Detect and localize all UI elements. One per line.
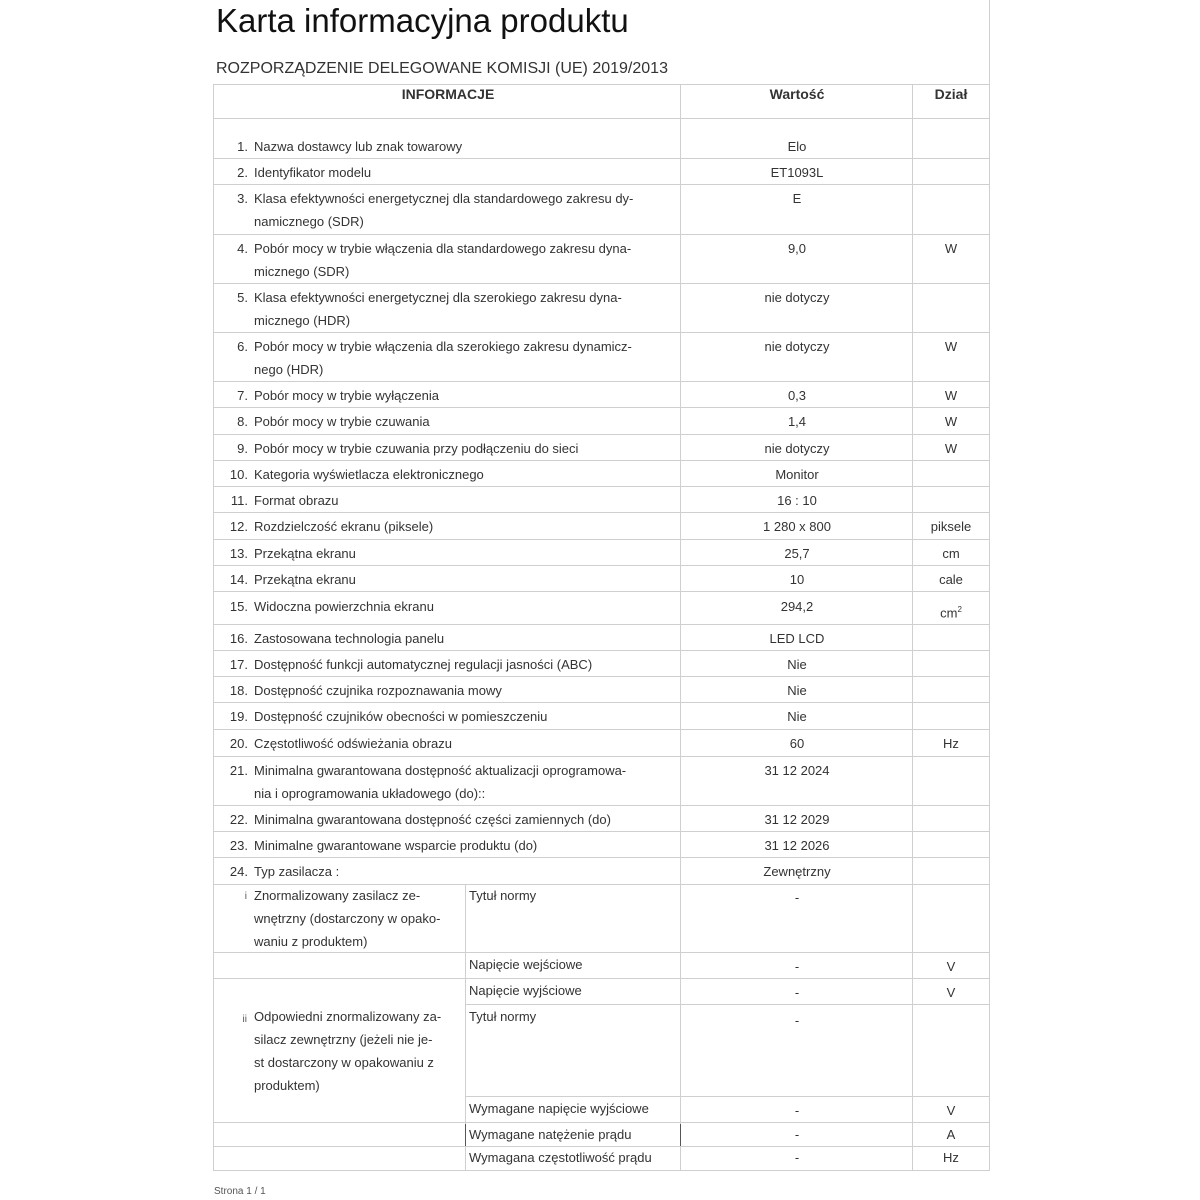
psu-label: Znormalizowany zasilacz ze-	[254, 888, 421, 903]
row-value: 1,4	[787, 414, 807, 429]
column-header-unit: Dział	[934, 86, 968, 102]
row-divider	[213, 729, 990, 730]
row-number: 14.	[229, 572, 248, 587]
row-divider	[213, 283, 990, 284]
psu-label: produktem)	[254, 1078, 320, 1093]
row-label: Pobór mocy w trybie czuwania	[254, 414, 430, 429]
psu-subrow-label: Wymagane natężenie prądu	[469, 1127, 632, 1142]
row-number: 8.	[237, 414, 248, 429]
row-number: 11.	[230, 493, 248, 508]
row-number: 13.	[229, 546, 248, 561]
row-number: 12.	[229, 519, 248, 534]
row-label: Nazwa dostawcy lub znak towarowy	[254, 139, 463, 154]
row-number: 7.	[237, 388, 248, 403]
row-number: 9.	[237, 441, 248, 456]
row-value: 16 : 10	[777, 493, 817, 508]
row-value: ET1093L	[770, 165, 824, 180]
row-label: Format obrazu	[254, 493, 339, 508]
psu-subrow-value: -	[794, 1103, 800, 1118]
row-number: 24.	[229, 864, 248, 879]
row-value: nie dotyczy	[764, 441, 830, 456]
row-number: 18.	[229, 683, 248, 698]
row-unit: Hz	[943, 736, 959, 751]
row-divider	[213, 702, 990, 703]
psu-subrow-value: -	[794, 1127, 800, 1142]
row-number: 21.	[229, 763, 248, 778]
row-divider	[213, 650, 990, 651]
row-label: Widoczna powierzchnia ekranu	[254, 599, 434, 614]
row-label: Klasa efektywności energetycznej dla szerokiego zakresu dyna-	[254, 290, 622, 305]
row-unit: piksele	[930, 519, 972, 534]
row-value: Nie	[787, 683, 807, 698]
row-label: Przekątna ekranu	[254, 546, 356, 561]
unit-text: cm	[940, 605, 958, 621]
row-value: Nie	[787, 709, 807, 724]
row-value: E	[792, 191, 802, 206]
row-number: 15.	[229, 599, 248, 614]
row-number: 23.	[229, 838, 248, 853]
row-value: 0,3	[787, 388, 807, 403]
row-label-cont: micznego (HDR)	[254, 313, 351, 328]
row-value: 31 12 2026	[764, 838, 830, 853]
row-divider	[213, 884, 990, 885]
row-divider	[213, 565, 990, 566]
psu-label: Odpowiedni znormalizowany za-	[254, 1009, 442, 1024]
row-divider	[213, 857, 990, 858]
psu-number: i	[244, 891, 247, 902]
row-label: Dostępność czujnika rozpoznawania mowy	[254, 683, 502, 698]
row-value: 31 12 2029	[764, 812, 830, 827]
row-unit: cale	[939, 572, 963, 587]
row-label-cont: namicznego (SDR)	[254, 214, 364, 229]
row-value: Nie	[787, 657, 807, 672]
row-divider	[213, 84, 990, 85]
row-label: Kategoria wyświetlacza elektronicznego	[254, 467, 484, 482]
row-label: Zastosowana technologia panelu	[254, 631, 445, 646]
row-number: 19.	[229, 709, 248, 724]
psu-subrow-unit: Hz	[943, 1150, 959, 1165]
psu-label: silacz zewnętrzny (jeżeli nie je-	[254, 1032, 433, 1047]
row-divider	[213, 756, 990, 757]
row-label: Minimalne gwarantowane wsparcie produktu (do)	[254, 838, 538, 853]
row-divider	[213, 624, 990, 625]
row-number: 4.	[237, 241, 248, 256]
row-unit: W	[944, 339, 958, 354]
row-value: 1 280 x 800	[763, 519, 831, 534]
row-number: 6.	[237, 339, 248, 354]
psu-subrow-unit: A	[946, 1127, 956, 1142]
row-number: 20.	[229, 736, 248, 751]
psu-subrow-value: -	[794, 985, 800, 1000]
row-number: 1.	[237, 139, 248, 154]
psu-subrow-value: -	[794, 959, 800, 974]
row-label: Częstotliwość odświeżania obrazu	[254, 736, 452, 751]
row-divider	[213, 952, 990, 953]
row-label: Pobór mocy w trybie wyłączenia	[254, 388, 439, 403]
row-divider	[465, 1096, 990, 1097]
row-label: Dostępność funkcji automatycznej regulacji jasności (ABC)	[254, 657, 593, 672]
row-value: 9,0	[787, 241, 807, 256]
row-label: Dostępność czujników obecności w pomieszczeniu	[254, 709, 548, 724]
row-value: 60	[789, 736, 805, 751]
row-value: Monitor	[775, 467, 819, 482]
row-divider	[213, 158, 990, 159]
row-value: nie dotyczy	[764, 290, 830, 305]
unit-superscript: 2	[957, 605, 962, 614]
row-value: nie dotyczy	[764, 339, 830, 354]
psu-subrow-value: -	[794, 890, 800, 905]
row-divider	[213, 460, 990, 461]
row-label: Pobór mocy w trybie włączenia dla standardowego zakresu dyna-	[254, 241, 632, 256]
row-number: 3.	[237, 191, 248, 206]
row-number: 2.	[237, 165, 248, 180]
row-label: Przekątna ekranu	[254, 572, 356, 587]
row-unit: W	[944, 441, 958, 456]
row-divider	[213, 805, 990, 806]
row-unit: cm	[942, 546, 960, 561]
psu-subrow-label: Tytuł normy	[469, 1009, 537, 1024]
row-number: 5.	[237, 290, 248, 305]
row-label-cont: micznego (SDR)	[254, 264, 350, 279]
row-divider	[213, 676, 990, 677]
psu-subrow-label: Napięcie wyjściowe	[469, 983, 582, 998]
row-label-cont: nia i oprogramowania układowego (do)::	[254, 786, 486, 801]
psu-label: waniu z produktem)	[254, 934, 368, 949]
psu-label: wnętrzny (dostarczony w opako-	[254, 911, 441, 926]
row-number: 10.	[229, 467, 248, 482]
row-unit: W	[944, 388, 958, 403]
column-header-info: INFORMACJE	[401, 86, 495, 102]
row-divider	[213, 234, 990, 235]
row-unit	[913, 598, 989, 624]
row-divider	[213, 512, 990, 513]
row-divider	[213, 434, 990, 435]
row-label: Identyfikator modelu	[254, 165, 372, 180]
row-divider	[213, 539, 990, 540]
row-value: Zewnętrzny	[763, 864, 831, 879]
psu-subrow-unit: V	[946, 1103, 956, 1118]
psu-number: ii	[242, 1014, 247, 1025]
psu-subrow-unit: V	[946, 985, 956, 1000]
row-divider	[213, 1146, 990, 1147]
row-label-cont: nego (HDR)	[254, 362, 324, 377]
row-unit: W	[944, 241, 958, 256]
psu-subrow-label: Tytuł normy	[469, 888, 537, 903]
psu-subrow-value: -	[794, 1150, 800, 1165]
row-divider	[213, 1170, 990, 1171]
row-label: Minimalna gwarantowana dostępność aktualizacji oprogramowa-	[254, 763, 627, 778]
page-footer: Strona 1 / 1	[214, 1186, 266, 1197]
row-value: 25,7	[784, 546, 810, 561]
page-title: Karta informacyjna produktu	[216, 2, 629, 39]
psu-subrow-unit: V	[946, 959, 956, 974]
row-divider	[213, 1122, 990, 1123]
row-divider	[465, 1004, 990, 1005]
row-value: 294,2	[780, 599, 814, 614]
row-number: 22.	[229, 812, 248, 827]
row-divider	[213, 381, 990, 382]
row-value: 10	[789, 572, 805, 587]
row-number: 17.	[229, 657, 248, 672]
row-divider	[213, 332, 990, 333]
row-label: Klasa efektywności energetycznej dla standardowego zakresu dy-	[254, 191, 634, 206]
psu-subrow-label: Napięcie wejściowe	[469, 957, 583, 972]
column-header-value: Wartość	[769, 86, 825, 102]
row-value: 31 12 2024	[764, 763, 830, 778]
row-divider	[213, 407, 990, 408]
row-label: Typ zasilacza :	[254, 864, 340, 879]
row-number: 16.	[229, 631, 248, 646]
row-unit: W	[944, 414, 958, 429]
psu-subrow-value: -	[794, 1013, 800, 1028]
row-label: Rozdzielczość ekranu (piksele)	[254, 519, 434, 534]
row-divider	[213, 978, 990, 979]
row-divider	[213, 591, 990, 592]
psu-subrow-label: Wymagana częstotliwość prądu	[469, 1150, 652, 1165]
row-label: Minimalna gwarantowana dostępność części zamiennych (do)	[254, 812, 611, 827]
row-divider	[213, 184, 990, 185]
row-divider	[213, 831, 990, 832]
row-label: Pobór mocy w trybie czuwania przy podłączeniu do sieci	[254, 441, 579, 456]
row-value: Elo	[787, 139, 807, 154]
row-divider	[213, 486, 990, 487]
psu-label: st dostarczony w opakowaniu z	[254, 1055, 434, 1070]
psu-subrow-label: Wymagane napięcie wyjściowe	[469, 1101, 649, 1116]
row-label: Pobór mocy w trybie włączenia dla szerokiego zakresu dynamicz-	[254, 339, 632, 354]
row-divider	[213, 118, 990, 119]
row-value: LED LCD	[769, 631, 825, 646]
regulation-subtitle: ROZPORZĄDZENIE DELEGOWANE KOMISJI (UE) 2019/2013	[216, 60, 668, 77]
